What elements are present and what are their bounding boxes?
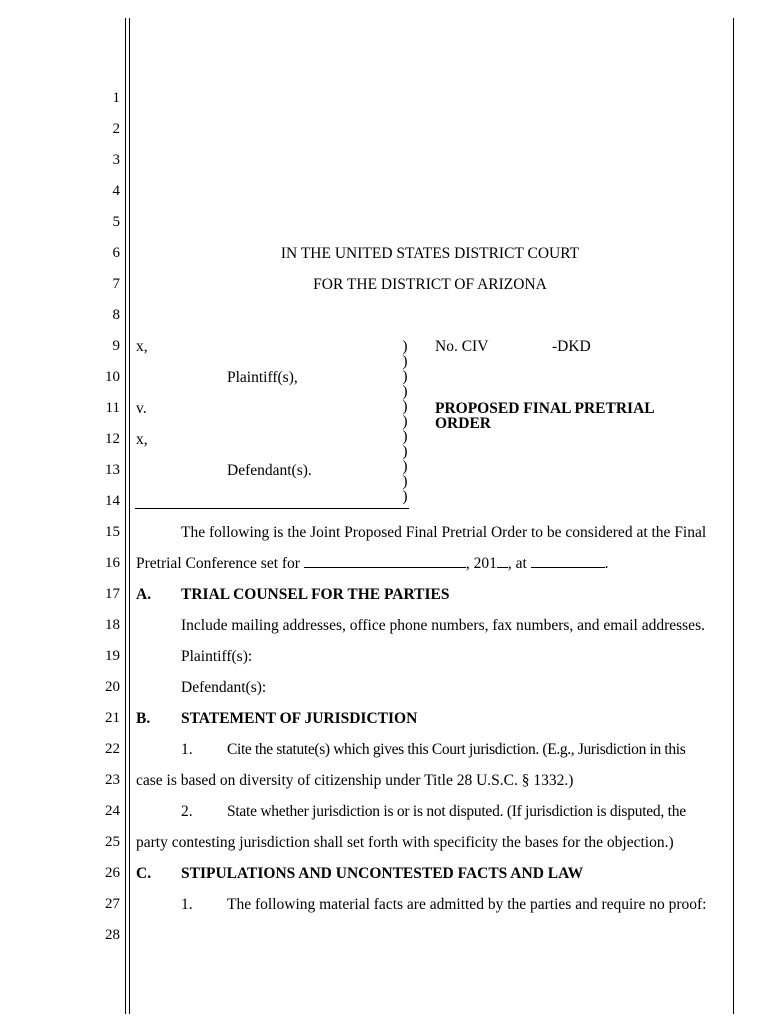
intro-text-b: , 201: [465, 555, 497, 572]
line-number: 14: [105, 493, 120, 509]
line-number: 17: [105, 586, 120, 602]
caption-paren: ): [402, 398, 408, 415]
line-number: 19: [105, 648, 120, 664]
b2-line2: party contesting jurisdiction shall set forth with specificity the bases for the objection.): [136, 834, 674, 851]
plaintiffs-label: Plaintiff(s):: [181, 648, 253, 665]
defendant-label: Defendant(s).: [227, 462, 312, 479]
case-number-prefix: No. CIV: [435, 338, 489, 355]
line-number: 5: [112, 214, 120, 230]
caption-paren: ): [402, 458, 408, 475]
section-c-title: STIPULATIONS AND UNCONTESTED FACTS AND LAW: [181, 865, 584, 882]
line-number: 10: [105, 369, 120, 385]
date-blank[interactable]: [304, 555, 466, 568]
right-margin-rule: [733, 18, 734, 1014]
plaintiff-name: x,: [136, 338, 148, 355]
intro-text-c: , at: [507, 555, 527, 572]
line-number: 13: [105, 462, 120, 478]
line-number: 28: [105, 927, 120, 943]
section-c-letter: C.: [136, 865, 152, 882]
document-title-line2: ORDER: [435, 415, 491, 432]
time-blank[interactable]: [531, 555, 605, 568]
line-number: 12: [105, 431, 120, 447]
c1-number: 1.: [181, 896, 193, 913]
left-margin-rule-inner: [129, 18, 130, 1014]
line-number: 11: [105, 400, 120, 416]
intro-text-a: Pretrial Conference set for: [136, 555, 300, 572]
caption-paren: ): [402, 383, 408, 400]
b2-number: 2.: [181, 803, 193, 820]
line-number: 22: [105, 741, 120, 757]
line-number: 6: [112, 245, 120, 261]
line-number: 23: [105, 772, 120, 788]
caption-paren: ): [402, 443, 408, 460]
line-number: 24: [105, 803, 120, 819]
line-number: 18: [105, 617, 120, 633]
document-title-line1: PROPOSED FINAL PRETRIAL: [435, 400, 655, 417]
section-b-letter: B.: [136, 710, 151, 727]
case-number-suffix: -DKD: [552, 338, 591, 355]
caption-paren: ): [402, 368, 408, 385]
b2-line1: State whether jurisdiction is or is not disputed. (If jurisdiction is disputed, the: [227, 803, 686, 820]
year-blank[interactable]: [497, 555, 508, 568]
line-number: 26: [105, 865, 120, 881]
defendants-label: Defendant(s):: [181, 679, 267, 696]
caption-paren: ): [402, 473, 408, 490]
line-number: 8: [112, 307, 120, 323]
line-number: 27: [105, 896, 120, 912]
b1-line1: Cite the statute(s) which gives this Court jurisdiction. (E.g., Jurisdiction in this: [227, 741, 686, 758]
court-name: IN THE UNITED STATES DISTRICT COURT: [280, 245, 580, 262]
caption-paren: ): [402, 353, 408, 370]
line-number: 3: [112, 152, 120, 168]
section-a-title: TRIAL COUNSEL FOR THE PARTIES: [181, 586, 450, 603]
c1-line1: The following material facts are admitted by the parties and require no proof:: [227, 896, 707, 913]
versus: v.: [136, 400, 147, 417]
caption-underline: [135, 508, 409, 509]
line-number: 16: [105, 555, 120, 571]
line-number: 15: [105, 524, 120, 540]
section-b-title: STATEMENT OF JURISDICTION: [181, 710, 418, 727]
section-a-letter: A.: [136, 586, 152, 603]
defendant-name: x,: [136, 431, 148, 448]
left-margin-rule-outer: [125, 18, 126, 1014]
line-number: 25: [105, 834, 120, 850]
intro-text-d: .: [604, 555, 609, 572]
line-number: 4: [112, 183, 120, 199]
caption-paren: ): [402, 488, 408, 505]
line-number: 20: [105, 679, 120, 695]
plaintiff-label: Plaintiff(s),: [227, 369, 298, 386]
line-number: 2: [112, 121, 120, 137]
caption-paren: ): [402, 413, 408, 430]
line-number: 9: [112, 338, 120, 354]
line-number: 7: [112, 276, 120, 292]
court-district: FOR THE DISTRICT OF ARIZONA: [313, 276, 547, 293]
caption-paren: ): [402, 428, 408, 445]
caption-paren: ): [402, 338, 408, 355]
line-number: 21: [105, 710, 120, 726]
b1-number: 1.: [181, 741, 193, 758]
intro-line2: [136, 555, 609, 573]
b1-line2: case is based on diversity of citizenship under Title 28 U.S.C. § 1332.): [136, 772, 574, 789]
section-a-text: Include mailing addresses, office phone numbers, fax numbers, and email addresses.: [181, 617, 705, 634]
line-number: 1: [112, 90, 120, 106]
intro-line1: The following is the Joint Proposed Final Pretrial Order to be considered at the Final: [181, 524, 707, 541]
